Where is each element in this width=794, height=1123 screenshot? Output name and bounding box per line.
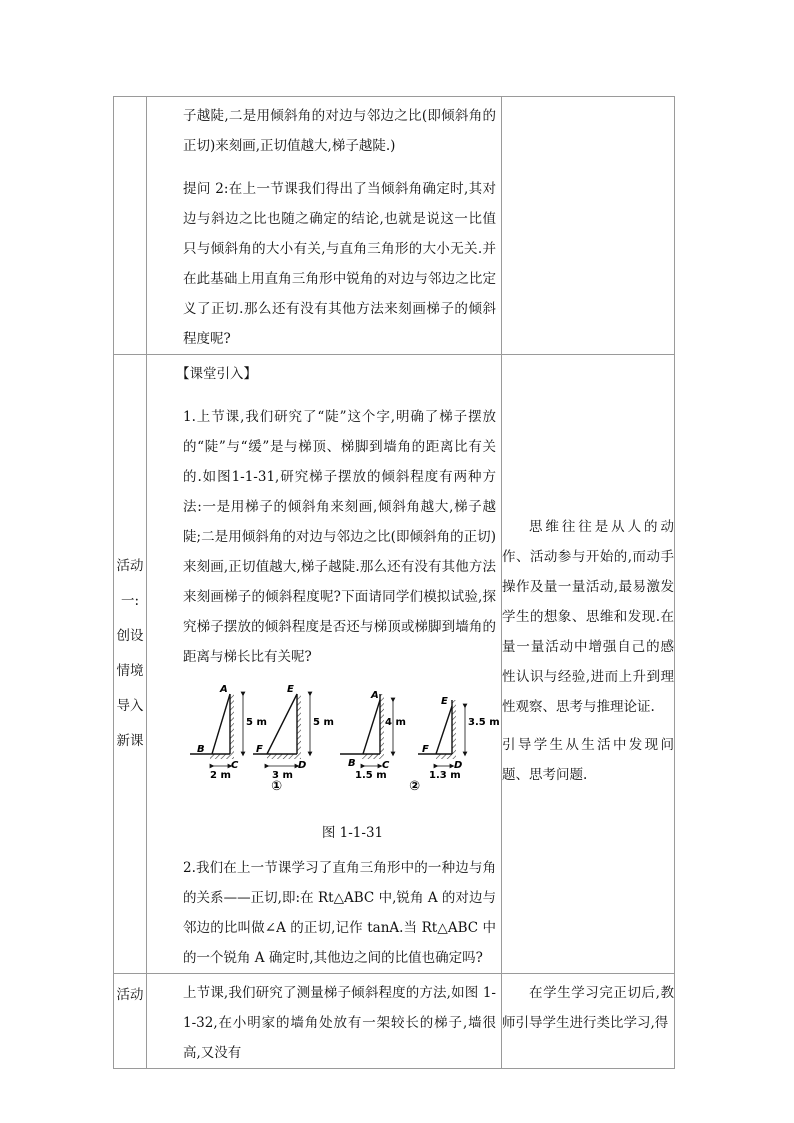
ladder-triangle-1 <box>190 694 243 766</box>
activity-label <box>114 549 146 759</box>
tri1-height-label: 5 m <box>246 717 267 728</box>
activity-label-line: 情境 <box>116 663 144 679</box>
tri2-right-label: D <box>298 760 307 771</box>
notes-paragraph-1: 思维往往是从人的动作、活动参与开始的,而动手操作及量一量活动,最易激发学生的想象、思维和发现.在量一量活动中增强自己的感性认识与经验,进而上升到理性观察、思考与推理论证. <box>502 519 674 715</box>
notes-paragraph: 在学生学习完正切后,教师引导学生进行类比学习,得 <box>502 985 674 1031</box>
tri1-base-label: 2 m <box>210 770 231 781</box>
lesson-table <box>113 96 675 1069</box>
tri3-right-label: C <box>382 760 390 771</box>
notes-cell <box>502 974 675 1069</box>
tri4-left-label: F <box>422 744 429 755</box>
tri2-left-label: F <box>256 744 263 755</box>
activity-label-line: 导入 <box>116 698 144 714</box>
tri1-top-label: A <box>220 684 228 695</box>
table-row-activity-1 <box>114 355 675 974</box>
activity-label-line: 一: <box>120 593 140 609</box>
tri1-left-label: B <box>197 744 205 755</box>
activity-label-line: 活动 <box>116 558 144 574</box>
tri3-base-label: 1.5 m <box>355 770 387 781</box>
group-2-label: ② <box>409 779 421 794</box>
section-title: 【课堂引入】 <box>176 366 257 382</box>
ladder-triangle-4 <box>418 700 465 766</box>
table-row-continued <box>114 97 675 355</box>
tri2-height-label: 5 m <box>313 717 334 728</box>
content-cell <box>147 974 502 1069</box>
ladder-triangle-2 <box>253 694 310 766</box>
figure-caption: 图 1-1-31 <box>321 825 384 841</box>
notes-paragraph-2: 引导学生从生活中发现问题、思考问题. <box>502 737 674 783</box>
tri2-base-label: 3 m <box>272 770 293 781</box>
ladder-figure <box>175 680 530 840</box>
activity-label-line: 创设 <box>116 628 144 644</box>
activity-2-paragraph: 上节课,我们研究了测量梯子倾斜程度的方法,如图 1-1-32,在小明家的墙角处放有一架较长的梯子,墙很高,又没有 <box>183 985 496 1061</box>
activity-label-line: 新课 <box>116 733 144 749</box>
tri3-top-label: A <box>371 690 379 701</box>
tri4-top-label: E <box>441 696 448 707</box>
tri3-height-label: 4 m <box>385 717 406 728</box>
tri4-right-label: D <box>454 760 463 771</box>
tri1-right-label: C <box>231 760 239 771</box>
question-2-paragraph: 提问 2:在上一节课我们得出了当倾斜角确定时,其对边与斜边之比也随之确定的结论,也就是说这一比值只与倾斜角的大小有关,与直角三角形的大小无关.并在此基础上用直角三角形中锐角的对边与邻边之比定义了正切.那么还有没有其他方法来刻画梯子的倾斜程度呢? <box>183 181 496 347</box>
tri3-left-label: B <box>348 758 356 769</box>
tri4-base-label: 1.3 m <box>429 770 461 781</box>
intro-paragraph-1: 1.上节课,我们研究了“陡”这个字,明确了梯子摆放的“陡”与“缓”是与梯顶、梯脚到墙角的距离比有关的.如图1-1-31,研究梯子摆放的倾斜程度有两种方法:一是用梯子的倾斜角来刻画,倾斜角越大,梯子越陡;二是用倾斜角的对边与邻边之比(即倾斜角的正切)来刻画,正切值越大,梯子越陡.那么还有没有其他方法来刻画梯子的倾斜程度呢?下面请同学们模拟试验,探究梯子摆放的倾斜程度是否还与梯顶或梯脚到墙角的距离与梯长比有关呢? <box>183 409 496 665</box>
group-1-label: ① <box>271 779 283 794</box>
notes-cell <box>502 97 675 355</box>
notes-cell <box>502 355 675 974</box>
ladder-triangle-3 <box>340 694 393 766</box>
table-row-activity-2 <box>114 974 675 1069</box>
activity-label-cell <box>114 355 147 974</box>
ladder-diagram <box>175 680 505 810</box>
intro-paragraph-2: 2.我们在上一节课学习了直角三角形中的一种边与角的关系——正切,即:在 Rt△ABC 中,锐角 A 的对边与邻边的比叫做∠A 的正切,记作 tanA.当 Rt△ABC 中的一个锐角 A 确定时,其他边之间的比值也确定吗? <box>183 860 496 966</box>
label-cell <box>114 97 147 355</box>
tri4-height-label: 3.5 m <box>468 717 500 728</box>
activity-label: 活动 <box>116 987 144 1003</box>
content-cell <box>147 97 502 355</box>
tri2-top-label: E <box>287 684 294 695</box>
content-cell <box>147 355 502 974</box>
activity-label-cell <box>114 974 147 1069</box>
continued-paragraph: 子越陡,二是用倾斜角的对边与邻边之比(即倾斜角的正切)来刻画,正切值越大,梯子越陡.) <box>183 108 496 154</box>
